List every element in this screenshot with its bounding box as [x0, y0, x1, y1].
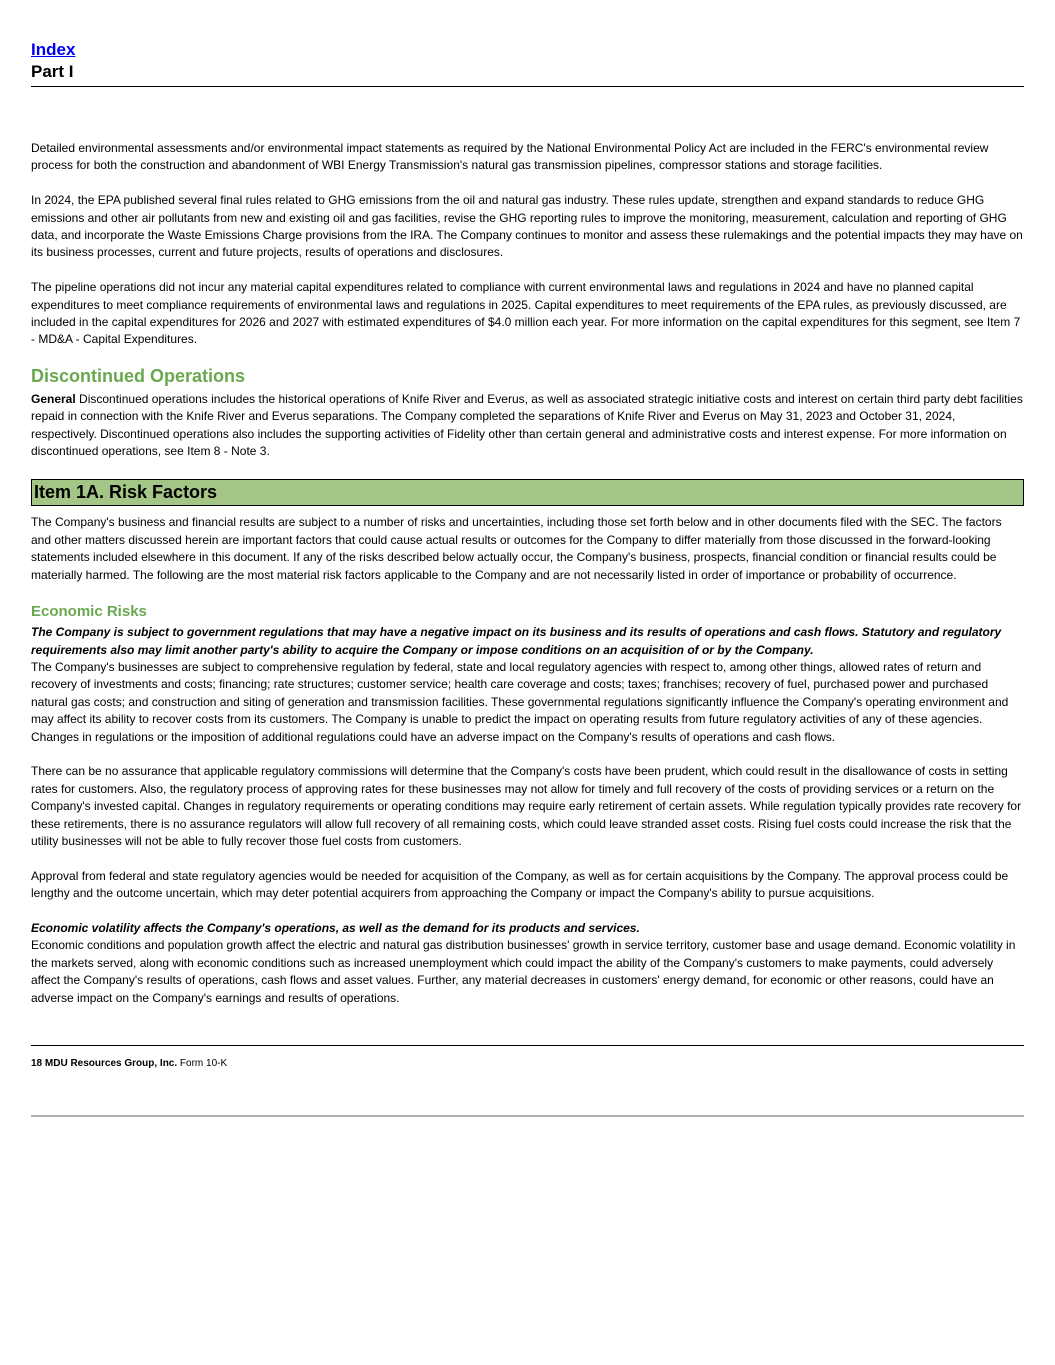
economic-risks-heading: Economic Risks — [31, 603, 147, 621]
risk-title: Economic volatility affects the Company's operations, as well as the demand for its products and services. — [31, 920, 640, 935]
discontinued-operations-heading: Discontinued Operations — [31, 365, 246, 386]
risk-title: The Company is subject to government regulations that may have a negative impact on its business and its results of operations and cash flows. Statutory and regulatory requirements also may limit another party's ability to acquire the Company or impose conditions on an acquisition of or by the Company. — [31, 625, 1002, 657]
footer-company: 18 MDU Resources Group, Inc. — [31, 1058, 178, 1069]
paragraph: The pipeline operations did not incur any material capital expenditures related to compliance with current environmental laws and regulations in 2024 and have no planned capital expenditures to meet compliance requirements of environmental laws and regulations in 2025. Capital expenditures to meet requirements of the EPA rules, as previously discussed, are included in the capital expenditures for 2026 and 2027 with estimated expenditures of $4.0 million each year. For more information on the capital expenditures for this segment, see Item 7 - MD&A - Capital Expenditures. — [31, 280, 1021, 347]
document-body — [31, 140, 1024, 1007]
part-title: Part I — [31, 62, 74, 81]
header-divider — [31, 86, 1024, 87]
paragraph: Detailed environmental assessments and/or environmental impact statements as required by the National Environmental Policy Act are included in the FERC's environmental review process for both the construction and abandonment of WBI Energy Transmission's natural gas transmission pipelines, compressor stations and storage facilities. — [31, 141, 989, 173]
paragraph: There can be no assurance that applicable regulatory commissions will determine that the Company's costs have been prudent, which could result in the disallowance of costs in setting rates for customers. Also, the regulatory process of approving rates for these businesses may not allow for timely and full recovery of the costs of providing services or a return on the Company's invested capital. Changes in regulatory requirements or operating conditions may require early retirement of certain assets. While regulation typically provides rate recovery for these retirements, there is no assurance regulators will allow full recovery of all remaining costs, which could leave stranded asset costs. Rising fuel costs could increase the risk that the utility businesses will not be able to fully recover those fuel costs from customers. — [31, 764, 1022, 848]
risk-factors-banner: Item 1A. Risk Factors — [31, 479, 1024, 506]
general-label: General — [31, 391, 76, 406]
paragraph: The Company's businesses are subject to comprehensive regulation by federal, state and local regulatory agencies with respect to, among other things, allowed rates of return and recovery of investments and costs; financing; rate structures; customer service; health care coverage and costs; taxes; franchises; recovery of fuel, purchased power and purchased natural gas costs; and construction and siting of generation and transmission facilities. These governmental regulations significantly influence the Company's operating environment and may affect its ability to recover costs from its customers. The Company is unable to predict the impact on operating results from future regulatory activities of any of these agencies. Changes in regulations or the imposition of additional regulations could have an adverse impact on the Company's results of operations and cash flows. — [31, 659, 1009, 744]
paragraph: In 2024, the EPA published several final rules related to GHG emissions from the oil and natural gas industry. These rules update, strengthen and expand standards to reduce GHG emissions and other air pollutants from new and existing oil and gas facilities, revise the GHG reporting rules to improve the monitoring, measurement, calculation and reporting of GHG data, and incorporate the Waste Emissions Charge provisions from the IRA. The Company continues to monitor and assess these rulemakings and the potential impacts they may have on its business processes, current and future projects, results of operations and disclosures. — [31, 193, 1023, 260]
footer-form: Form 10-K — [177, 1058, 228, 1069]
paragraph: Economic conditions and population growth affect the electric and natural gas distribution businesses' growth in service territory, customer base and usage demand. Economic volatility in the markets served, along with economic conditions such as increased unemployment which could impact the ability of the Company's customers to make payments, could adversely affect the Company's results of operations, cash flows and asset values. Further, any material decreases in customers' energy demand, for economic or other reasons, could have an adverse impact on the Company's earnings and results of operations. — [31, 938, 1016, 1005]
paragraph: Approval from federal and state regulatory agencies would be needed for acquisition of the Company, as well as for certain acquisitions by the Company. The approval process could be lengthy and the outcome uncertain, which may deter potential acquirers from approaching the Company or impact the Company's ability to pursue acquisitions. — [31, 868, 1009, 901]
page-footer — [31, 1058, 227, 1069]
footer-divider — [31, 1045, 1024, 1046]
index-link[interactable]: Index — [31, 40, 76, 59]
page-break-divider — [31, 1115, 1024, 1117]
discontinued-operations-paragraph — [31, 391, 1024, 461]
risk-intro-paragraph: The Company's business and financial results are subject to a number of risks and uncertainties, including those set forth below and in other documents filed with the SEC. The factors and other matters discussed herein are important factors that could cause actual results or outcomes for the Company to differ materially from those discussed in the forward-looking statements included elsewhere in this document. If any of the risks described below actually occur, the Company's business, prospects, financial condition or financial results could be materially harmed. The following are the most material risk factors applicable to the Company and are not necessarily listed in order of importance or probability of occurrence. — [31, 515, 1002, 582]
discontinued-operations-text: Discontinued operations includes the historical operations of Knife River and Everus, as well as associated strategic initiative costs and interest on certain third party debt facilities repaid in connection with the Knife River and Everus separations. The Company completed the separations of Knife River and Everus on May 31, 2023 and October 31, 2024, respectively. Discontinued operations also includes the supporting activities of Fidelity other than certain general and administrative costs and interest expense. For more information on discontinued operations, see Item 8 - Note 3. — [31, 391, 1023, 459]
